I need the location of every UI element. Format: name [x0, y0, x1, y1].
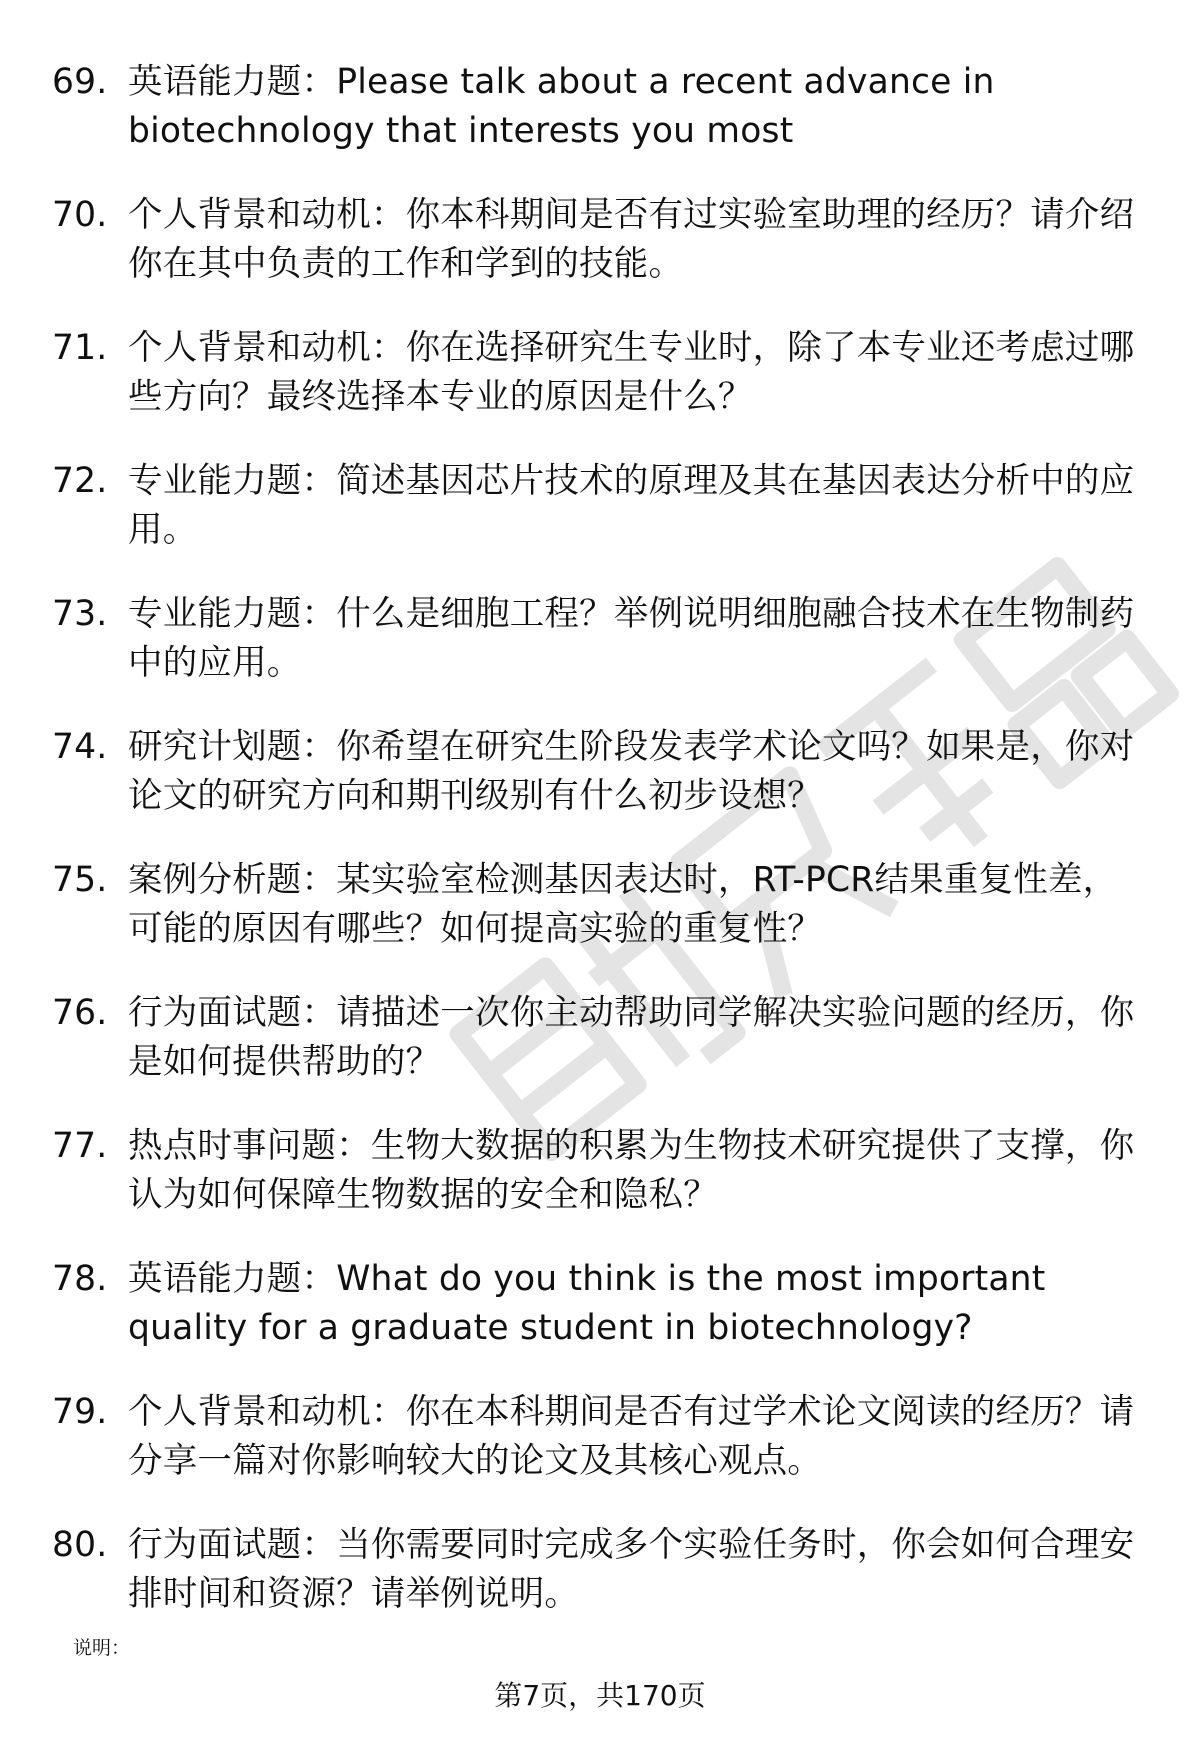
question-number: 75. [52, 860, 108, 900]
question-number: 70. [52, 195, 108, 235]
question-number: 80. [52, 1525, 108, 1565]
question-item [52, 324, 1142, 422]
question-item [52, 58, 1142, 156]
question-number: 71. [52, 328, 108, 368]
question-number: 77. [52, 1126, 108, 1166]
question-item [52, 1388, 1142, 1486]
question-text: 专业能力题：什么是细胞工程？举例说明细胞融合技术在生物制药中的应用。 [128, 594, 1135, 683]
question-number: 69. [52, 62, 108, 102]
question-item [52, 856, 1142, 954]
question-item [52, 1255, 1142, 1353]
question-item [52, 1521, 1142, 1619]
question-item [52, 590, 1142, 688]
question-number: 73. [52, 594, 108, 634]
question-item [52, 989, 1142, 1087]
question-number: 72. [52, 461, 108, 501]
page-indicator: 第7页，共170页 [494, 1679, 706, 1712]
question-number: 79. [52, 1392, 108, 1432]
question-number: 78. [52, 1259, 108, 1299]
question-text: 热点时事问题：生物大数据的积累为生物技术研究提供了支撑，你认为如何保障生物数据的安全和隐私？ [128, 1126, 1135, 1215]
question-item [52, 1122, 1142, 1220]
note-label: 说明： [73, 1637, 131, 1659]
question-text: 个人背景和动机：你本科期间是否有过实验室助理的经历？请介绍你在其中负责的工作和学到的技能。 [128, 195, 1135, 284]
question-list [52, 58, 1142, 1654]
question-text: 个人背景和动机：你在本科期间是否有过学术论文阅读的经历？请分享一篇对你影响较大的论文及其核心观点。 [128, 1392, 1135, 1481]
question-item [52, 191, 1142, 289]
question-text: 案例分析题：某实验室检测基因表达时，RT-PCR结果重复性差，可能的原因有哪些？如何提高实验的重复性？ [128, 860, 1118, 949]
question-number: 74. [52, 727, 108, 767]
question-item [52, 457, 1142, 555]
question-item [52, 723, 1142, 821]
question-text: 行为面试题：请描述一次你主动帮助同学解决实验问题的经历，你是如何提供帮助的？ [128, 993, 1135, 1082]
question-text: 专业能力题：简述基因芯片技术的原理及其在基因表达分析中的应用。 [128, 461, 1135, 550]
question-text: 研究计划题：你希望在研究生阶段发表学术论文吗？如果是，你对论文的研究方向和期刊级别有什么初步设想？ [128, 727, 1135, 816]
question-text: 英语能力题：Please talk about a recent advance in biotechnology that interests you most [128, 62, 995, 151]
question-text: 个人背景和动机：你在选择研究生专业时，除了本专业还考虑过哪些方向？最终选择本专业的原因是什么？ [128, 328, 1135, 417]
question-text: 英语能力题：What do you think is the most important quality for a graduate student in biotechnology? [128, 1259, 1046, 1348]
question-text: 行为面试题：当你需要同时完成多个实验任务时，你会如何合理安排时间和资源？请举例说明。 [128, 1525, 1135, 1614]
question-number: 76. [52, 993, 108, 1033]
